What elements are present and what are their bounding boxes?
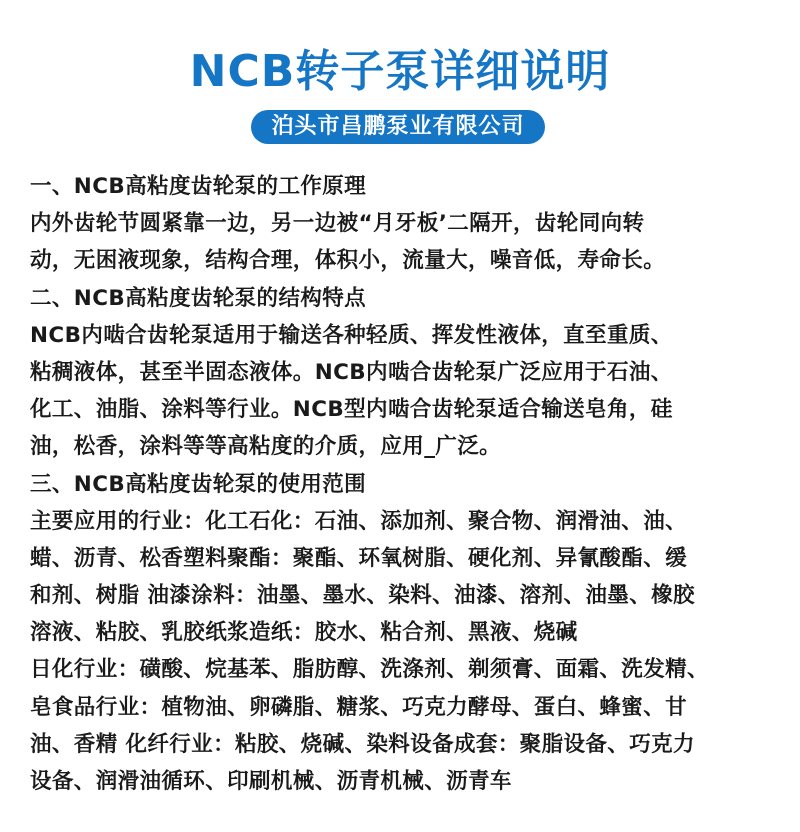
page-title: NCB转子泵详细说明: [189, 46, 611, 97]
section-heading-working-principle: 一、NCB高粘度齿轮泵的工作原理: [30, 174, 367, 199]
paragraph-line: 皂食品行业：植物油、卵磷脂、糖浆、巧克力酵母、蛋白、蜂蜜、甘: [30, 694, 688, 720]
paragraph-line: 内外齿轮节圆紧靠一边，另一边被“月牙板’二隔开，齿轮同向转: [30, 211, 645, 237]
paragraph-line: 主要应用的行业：化工石化：石油、添加剂、聚合物、润滑油、油、: [30, 508, 688, 534]
paragraph-line: 设备、润滑油循环、印刷机械、沥青机械、沥青车: [30, 769, 512, 794]
paragraph-line: 和剂、树脂 油漆涂料：油墨、墨水、染料、油漆、溶剂、油墨、橡胶: [30, 583, 695, 609]
paragraph-line: 动，无困液现象，结构合理，体积小，流量大，噪音低，寿命长。: [30, 248, 666, 274]
paragraph-line: NCB内啮合齿轮泵适用于输送各种轻质、挥发性液体，直至重质、: [30, 322, 673, 348]
paragraph-line: 粘稠液体，甚至半固态液体。NCB内啮合齿轮泵广泛应用于石油、: [30, 359, 673, 385]
section-heading-structure-features: 二、NCB高粘度齿轮泵的结构特点: [30, 285, 367, 311]
paragraph-line: 油、香精 化纤行业：粘胶、烧碱、染料设备成套：聚脂设备、巧克力: [30, 731, 695, 757]
paragraph-line: 日化行业：磺酸、烷基苯、脂肪醇、洗涤剂、剃须膏、面霜、洗发精、: [30, 657, 709, 683]
description-body: [30, 168, 790, 800]
paragraph-line: 蜡、沥青、松香塑料聚酯：聚酯、环氧树脂、硬化剂、异氰酸酯、缓: [30, 545, 688, 571]
section-heading-application-scope: 三、NCB高粘度齿轮泵的使用范围: [30, 471, 367, 497]
paragraph-line: 溶液、粘胶、乳胶纸浆造纸：胶水、粘合剂、黑液、烧碱: [30, 620, 578, 646]
company-name-badge: 泊头市昌鹏泵业有限公司: [251, 110, 545, 144]
paragraph-line: 油，松香，涂料等等高粘度的介质，应用_广泛。: [30, 434, 502, 460]
paragraph-line: 化工、油脂、涂料等行业。NCB型内啮合齿轮泵适合输送皂角，硅: [30, 397, 673, 423]
